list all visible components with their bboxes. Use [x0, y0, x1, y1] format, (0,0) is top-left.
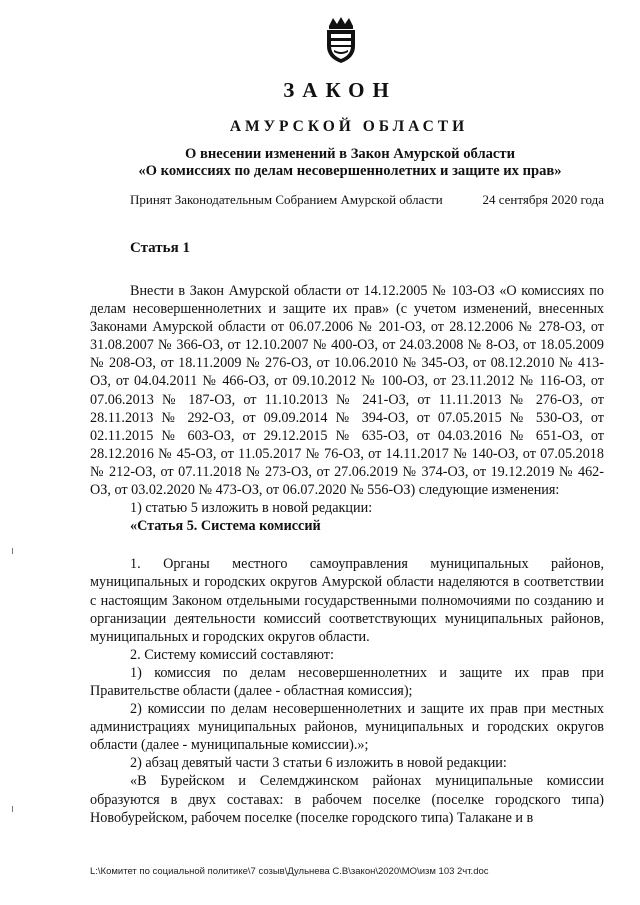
article-paragraph: Внести в Закон Амурской области от 14.12.2005 № 103-ОЗ «О комиссиях по делам несовершеннолетних и защите их прав» (с учетом изменений, внесенных Законами Амурской области от 06.07.2006 № 201-ОЗ, от 28.12.2006 № 278-ОЗ, от 31.08.2007 № 366-ОЗ, от 12.10.2007 № 400-ОЗ, от 24.03.2008 № 8-ОЗ, от 18.05.2009 № 208-ОЗ, от 18.11.2009 № 276-ОЗ, от 10.06.2010 № 345-ОЗ, от 08.12.2010 № 413-ОЗ, от 04.04.2011 № 466-ОЗ, от 09.10.2012 № 100-ОЗ, от 23.11.2012 № 116-ОЗ, от 07.06.2013 № 187-ОЗ, от 11.10.2013 № 241-ОЗ, от 11.11.2013 № 276-ОЗ, от 28.11.2013 № 292-ОЗ, от 09.09.2014 № 394-ОЗ, от 07.05.2015 № 530-ОЗ, от 02.11.2015 № 603-ОЗ, от 29.12.2015 № 635-ОЗ, от 04.03.2016 № 651-ОЗ, от 28.12.2016 № 45-ОЗ, от 11.05.2017 № 76-ОЗ, от 14.11.2017 № 140-ОЗ, от 07.05.2018 № 212-ОЗ, от 07.11.2018 № 273-ОЗ, от 27.06.2019 № 374-ОЗ, от 19.12.2019 № 462-ОЗ, от 03.02.2020 № 473-ОЗ, от 06.07.2020 № 556-ОЗ) следующие изменения: — [90, 283, 604, 499]
subtitle-line-2: «О комиссиях по делам несовершеннолетних и защите их прав» — [138, 163, 562, 179]
article-paragraph: «В Бурейском и Селемджинском районах муниципальные комиссии образуются в двух составах: в рабочем поселке (поселке городского типа) Новобурейском, рабочем поселке (поселке городского типа) Талакане и в — [90, 773, 604, 826]
file-path-footer: L:\Комитет по социальной политике\7 созыв\Дульнева С.В\закон\2020\МО\изм 103 2чт.doc — [90, 866, 489, 877]
adopted-by: Принят Законодательным Собранием Амурской области — [130, 192, 443, 207]
margin-mark — [12, 806, 13, 812]
subtitle-line-1: О внесении изменений в Закон Амурской области — [184, 146, 515, 162]
article-paragraph: 1) статью 5 изложить в новой редакции: — [130, 500, 373, 517]
article-paragraph: «Статья 5. Система комиссий — [130, 518, 321, 535]
adopted-date: 24 сентября 2020 года — [482, 192, 604, 207]
article-body — [90, 282, 604, 827]
article-paragraph: 1. Органы местного самоуправления муниципальных районов, муниципальных и городских округов Амурской области наделяются в соответствии с настоящим Законом отдельными государственными полномочиями по созданию и организации деятельности комиссий соответствующих муниципальных районов, муниципальных и городских округов области. — [90, 556, 604, 645]
adoption-line — [130, 192, 604, 208]
coat-of-arms-icon — [322, 16, 360, 64]
article-paragraph: 2) комиссии по делам несовершеннолетних и защите их прав при местных администрациях муниципальных районов, муниципальных и городских округов области (далее - муниципальные комиссии).»; — [90, 701, 604, 754]
region-title: АМУРСКОЙ ОБЛАСТИ — [229, 118, 469, 135]
margin-mark — [12, 548, 13, 554]
article-paragraph: 1) комиссия по делам несовершеннолетних и защите их прав при Правительстве области (далее - областная комиссия); — [90, 664, 604, 699]
law-title: ЗАКОН — [283, 78, 397, 102]
article-paragraph: 2. Систему комиссий составляют: — [130, 646, 334, 663]
article-heading: Статья 1 — [130, 240, 190, 256]
article-paragraph: 2) абзац девятый части 3 статьи 6 изложить в новой редакции: — [130, 755, 507, 772]
law-subtitle — [90, 146, 610, 180]
